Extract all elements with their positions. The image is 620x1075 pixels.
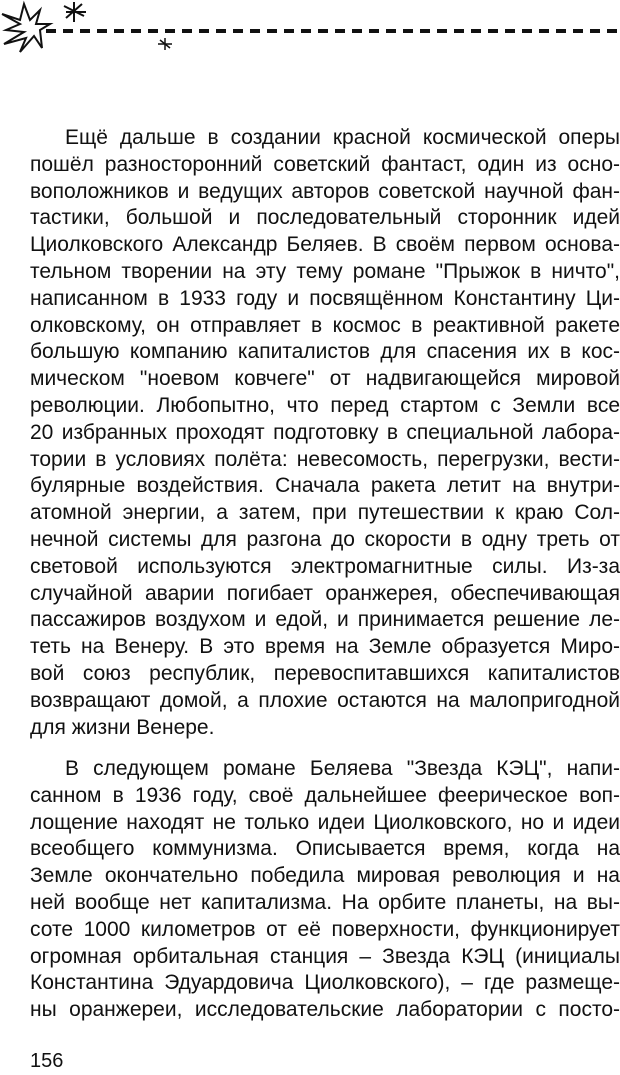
text-line: лощение находят не только идеи Циолковского, но и идеи <box>30 810 620 834</box>
text-line: тельном творении на эту тему романе "Прыжок в ничто", <box>30 259 620 283</box>
text-line: пошёл разносторонний советский фантаст, один из осно- <box>30 152 620 176</box>
text-line: Циолковского Александр Беляев. В своём первом основа- <box>30 233 620 257</box>
text-line: ны оранжереи, исследовательские лаборатории с посто- <box>30 998 620 1022</box>
text-line: Ещё дальше в создании красной космической оперы <box>65 126 620 149</box>
text-line: санном в 1936 году, своё дальнейшее феерическое воп- <box>30 783 620 807</box>
paragraph-1 <box>30 125 620 741</box>
text-line: ней вообще нет капитализма. На орбите планеты, на вы- <box>30 890 620 914</box>
text-line: булярные воздействия. Сначала ракета летит на внутри- <box>30 474 620 498</box>
text-line: теть на Венеру. В это время на Земле образуется Миро- <box>30 635 620 659</box>
text-line: атомной энергии, а затем, при путешествии к краю Сол- <box>30 501 620 525</box>
text-line: написанном в 1933 году и посвящённом Константину Ци- <box>30 286 620 310</box>
text-line: всеобщего коммунизма. Описывается время, когда на <box>30 837 620 861</box>
text-line: большую компанию капиталистов для спасения их в кос- <box>30 340 620 364</box>
text-line: Константина Эдуардовича Циолковского), – где размеще- <box>30 971 620 995</box>
text-line: мическом "ноевом ковчеге" от надвигающейся мировой <box>30 367 620 391</box>
text-line: возвращают домой, а плохие остаются на малопригодной <box>30 688 620 712</box>
text-line: случайной аварии погибает оранжерея, обеспечивающая <box>30 581 620 605</box>
text-line: для жизни Венере. <box>30 715 215 739</box>
text-line: тастики, большой и последовательный сторонник идей <box>30 206 620 230</box>
text-line: световой используются электромагнитные силы. Из-за <box>30 554 620 578</box>
text-line: В следующем романе Беляева "Звезда КЭЦ", напи- <box>65 757 620 780</box>
text-line: соте 1000 километров от её поверхности, функционирует <box>30 917 620 941</box>
page-number: 156 <box>30 1050 64 1072</box>
text-line: воположников и ведущих авторов советской научной фан- <box>30 179 620 203</box>
text-line: 20 избранных проходят подготовку в специальной лабора- <box>30 420 620 444</box>
text-line: нечной системы для разгона до скорости в одну треть от <box>30 527 620 551</box>
text-line: огромная орбитальная станция – Звезда КЭЦ (инициалы <box>30 944 620 968</box>
text-line: пассажиров воздухом и едой, и принимается решение ле- <box>30 608 620 632</box>
text-line: революции. Любопытно, что перед стартом с Земли все <box>30 393 620 417</box>
stars-and-dashed-line-icon <box>0 0 620 60</box>
text-line: олковскому, он отправляет в космос в реактивной ракете <box>30 313 620 337</box>
text-line: Земле окончательно победила мировая революция и на <box>30 864 620 888</box>
text-line: вой союз республик, перевоспитавшихся капиталистов <box>30 661 620 685</box>
text-line: тории в условиях полёта: невесомость, перегрузки, вести- <box>30 447 620 471</box>
paragraph-2 <box>30 756 620 1024</box>
